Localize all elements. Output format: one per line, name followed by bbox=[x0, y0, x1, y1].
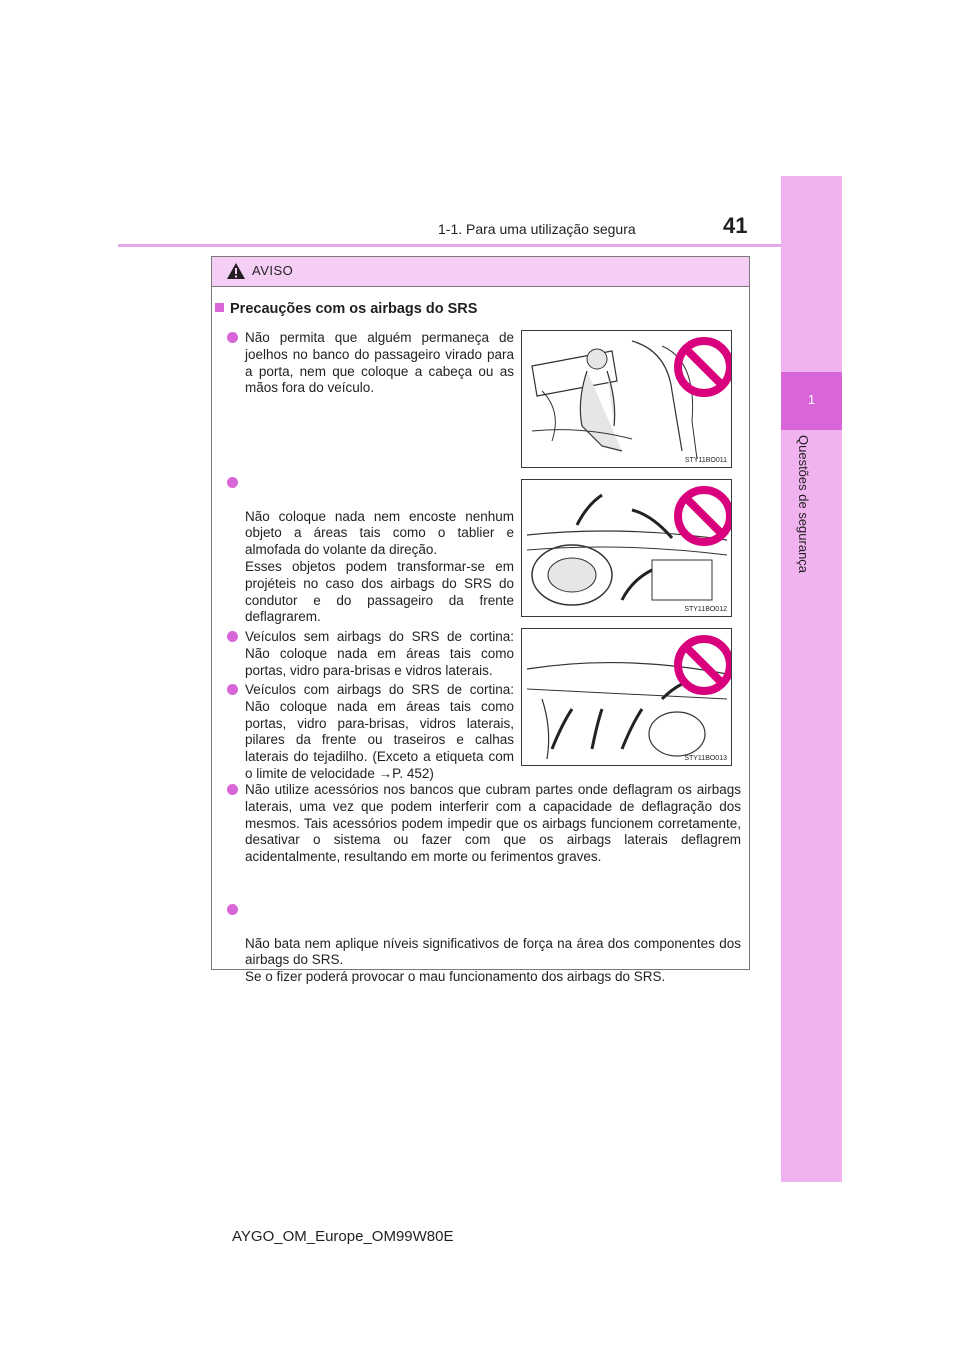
bullet-icon bbox=[227, 631, 238, 642]
warning-triangle-icon bbox=[226, 262, 246, 280]
bullet-icon bbox=[227, 904, 238, 915]
list-item: Não coloque nada nem encoste nenhum objeto a áreas tais como o tablier e almofada do volante da direção. Esses objetos podem transformar-se em projéteis no caso dos airbags do SRS do condutor e do passageiro da frente deflagrarem. bbox=[245, 475, 514, 626]
section-title: 1-1. Para uma utilização segura bbox=[438, 221, 636, 237]
chapter-title: Questões de segurança bbox=[796, 435, 811, 574]
figure-code: STY11BO011 bbox=[684, 457, 727, 464]
list-item: Não utilize acessórios nos bancos que cubram partes onde deflagram os airbags laterais, uma vez que podem interferir com a capacidade de deflagração dos mesmos. Tais acessórios podem impedir que os airbags funcionem corretamente, desativar o sistema ou fazer com que os airbags laterais deflagrem acidentalmente, resultando em morte ou ferimentos graves. bbox=[245, 782, 741, 866]
chapter-number: 1 bbox=[807, 392, 816, 407]
chapter-side-tab bbox=[781, 176, 842, 1182]
figure-code: STY11BO013 bbox=[684, 755, 727, 762]
warning-heading: Precauções com os airbags do SRS bbox=[215, 301, 477, 317]
page-number: 41 bbox=[723, 213, 748, 238]
list-item: Veículos sem airbags do SRS de cortina: Não coloque nada em áreas tais como portas, vidro para-brisas e vidros laterais. bbox=[245, 629, 514, 679]
header-rule bbox=[118, 244, 781, 247]
bullet-icon bbox=[227, 784, 238, 795]
square-bullet-icon bbox=[215, 303, 224, 312]
figure-dashboard-objects bbox=[521, 479, 732, 617]
bullet-icon bbox=[227, 332, 238, 343]
figure-code: STY11BO012 bbox=[684, 606, 727, 613]
document-code: AYGO_OM_Europe_OM99W80E bbox=[232, 1228, 454, 1245]
figure-curtain-airbag-areas bbox=[521, 628, 732, 766]
figure-passenger-kneeling bbox=[521, 330, 732, 468]
list-item: Não permita que alguém permaneça de joelhos no banco do passageiro virado para a porta, nem que coloque a cabeça ou as mãos fora do veículo. bbox=[245, 330, 514, 397]
bullet-icon bbox=[227, 477, 238, 488]
warning-label: AVISO bbox=[252, 263, 294, 278]
list-item: Não bata nem aplique níveis significativos de força na área dos componentes dos airbags do SRS. Se o fizer poderá provocar o mau funcionamento dos airbags do SRS. bbox=[245, 902, 741, 986]
list-item: Veículos com airbags do SRS de cortina: Não coloque nada em áreas tais como portas, vidro para-brisas, vidros laterais, pilares da frente ou traseiros e calhas laterais do tejadilho. (Exceto a etiqueta com o limite de velocidade →P. 452) bbox=[245, 682, 514, 783]
bullet-icon bbox=[227, 684, 238, 695]
